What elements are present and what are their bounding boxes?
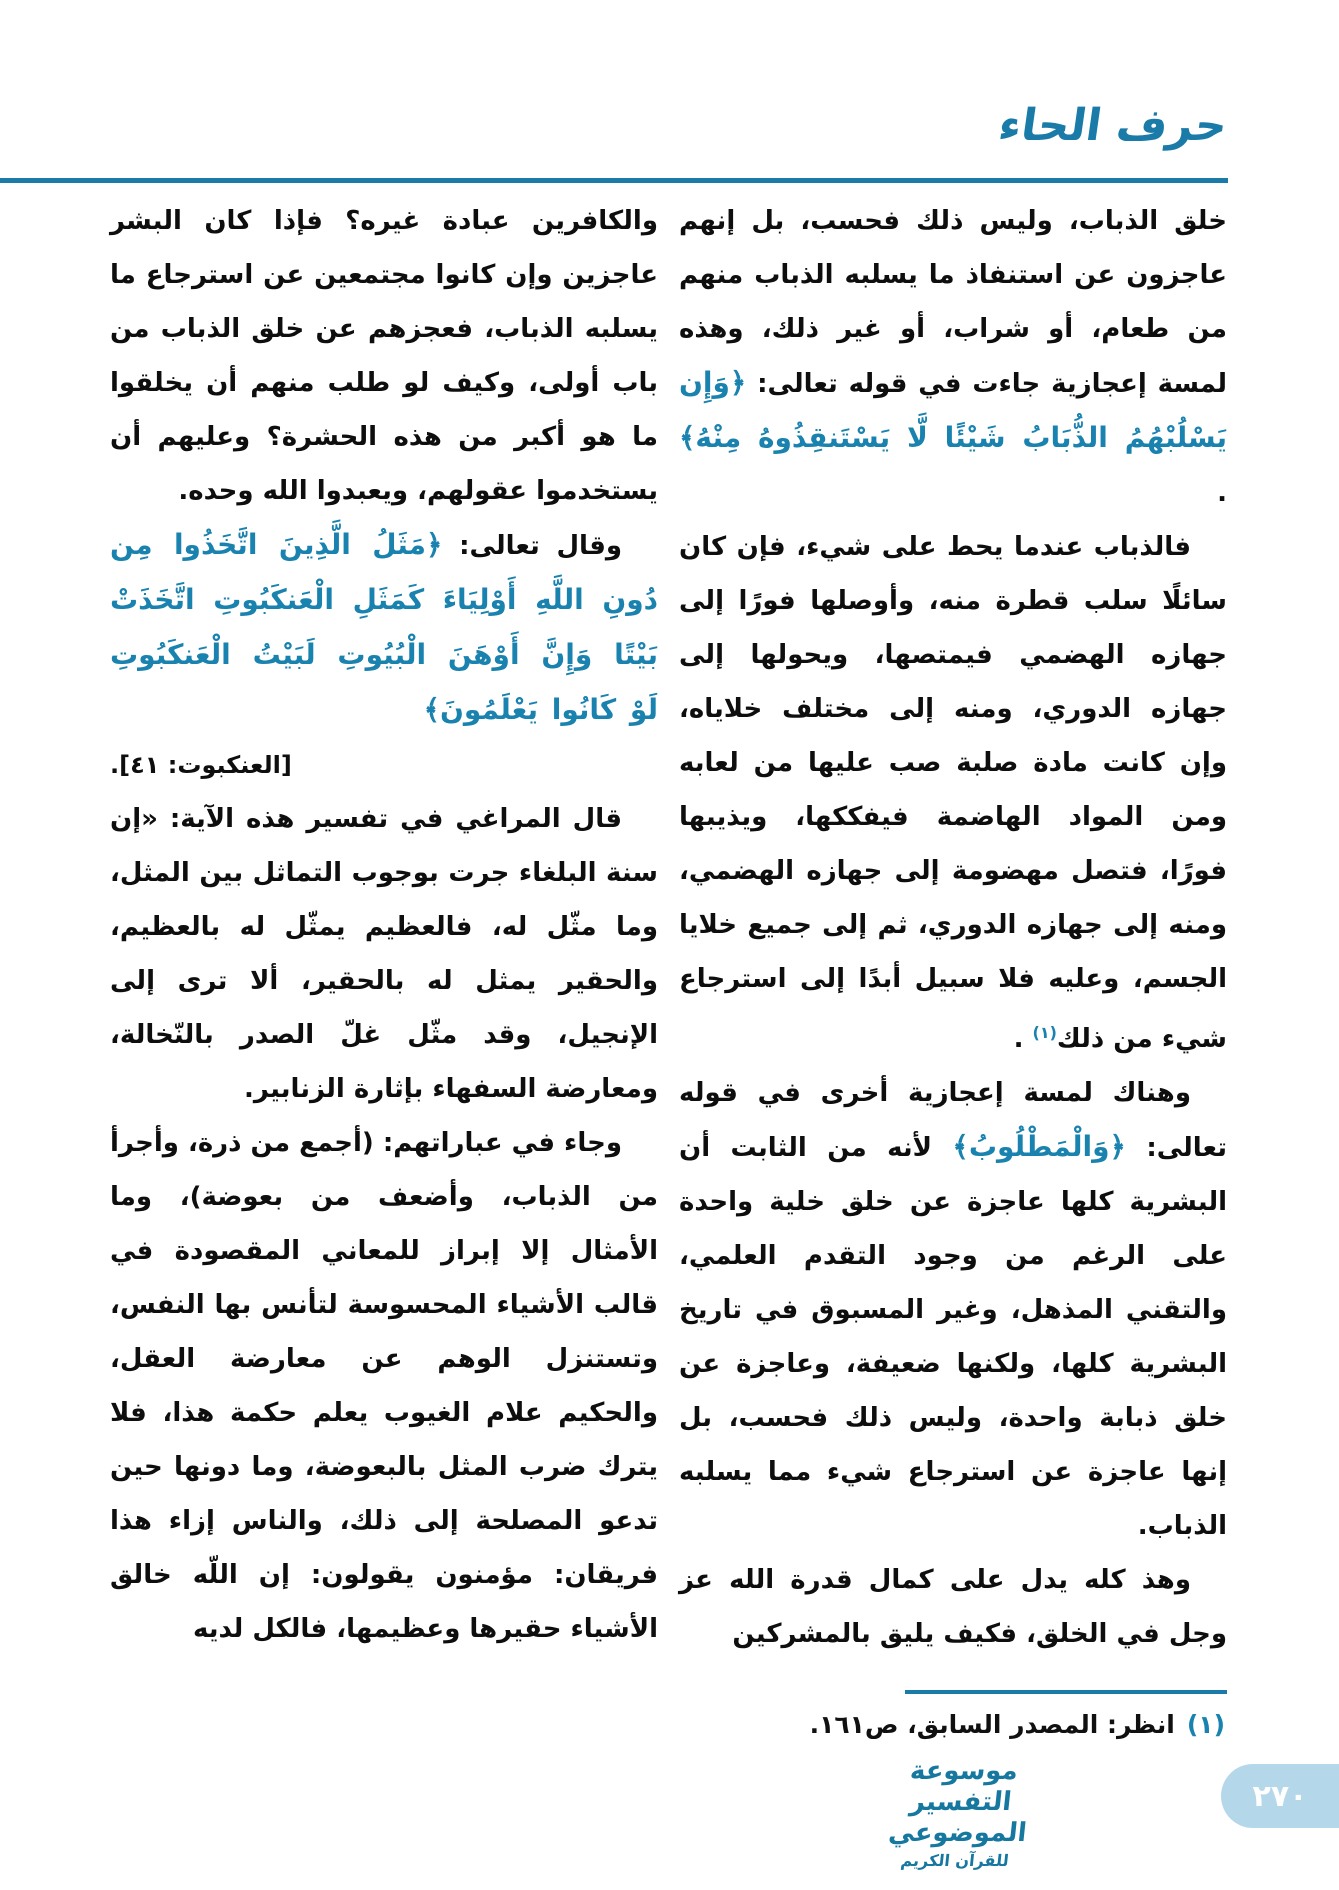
footnote-separator-rule [905, 1690, 1227, 1694]
logo-title-calligraphy: موسوعة التفسير الموضوعي [887, 1756, 1029, 1848]
footnote [705, 1710, 1225, 1739]
body-text: وجاء في عباراتهم: (أجمع من ذرة، وأجرأ من الذباب، وأضعف من بعوضة)، وما الأمثال إلا إبراز للمعاني المقصودة في قالب الأشياء المحسوسة لتأنس بها النفس، وتستنزل الوهم عن معارضة العقل، والحكيم علام الغيوب يعلم حكمة هذا، فلا يترك ضرب المثل بالبعوضة، وما دونها حين تدعو المصلحة إلى ذلك، والناس إزاء هذا فريقان: مؤمنون يقولون: إن اللّه خالق الأشياء حقيرها وعظيمها، فالكل لديه [110, 1128, 658, 1644]
footnote-number: (١) [1186, 1710, 1225, 1739]
body-text: خلق الذباب، وليس ذلك فحسب، بل إنهم عاجزون عن استنفاذ ما يسلبه الذباب منهم من طعام، أو شراب، أو غير ذلك، وهذه لمسة إعجازية جاءت في قوله تعالى: [679, 206, 1227, 399]
page-number: ٢٧٠ [1252, 1778, 1308, 1814]
chapter-heading-calligraphy: حرف الحاء [995, 100, 1231, 151]
paragraph [110, 194, 658, 518]
body-text: فالذباب عندما يحط على شيء، فإن كان سائلًا سلب قطرة منه، وأوصلها فورًا إلى جهازه الهضمي فيمتصها، ويحولها إلى جهازه الدوري، ومنه إلى مختلف خلاياه، وإن كانت مادة صلبة صب عليها من لعابه ومن المواد الهاضمة فيفككها، ويذيبها فورًا، فتصل مهضومة إلى جهازه الهضمي، ومنه إلى جهازه الدوري، ثم إلى جميع خلايا الجسم، وعليه فلا سبيل أبدًا إلى استرجاع شيء من ذلك [679, 532, 1227, 1054]
footnote-text: انظر: المصدر السابق، ص١٦١. [809, 1710, 1175, 1739]
paragraph [679, 1553, 1227, 1661]
body-text: قال المراغي في تفسير هذه الآية: «إن سنة البلغاء جرت بوجوب التماثل بين المثل، وما مثّل له، فالعظيم يمثّل له بالعظيم، والحقير يمثل له بالحقير، ألا ترى إلى الإنجيل، وقد مثّل غلّ الصدر بالنّخالة، ومعارضة السفهاء بإثارة الزنابير. [110, 804, 658, 1104]
paragraph [679, 194, 1227, 520]
text-column-left [110, 194, 658, 1656]
paragraph [679, 1066, 1227, 1553]
paragraph [110, 792, 658, 1116]
body-text: لأنه من الثابت أن البشرية كلها عاجزة عن خلق خلية واحدة على الرغم من وجود التقدم العلمي، والتقني المذهل، وغير المسبوق في تاريخ البشرية كلها، ولكنها ضعيفة، وعاجزة عن خلق ذبابة واحدة، وليس ذلك فحسب، بل إنها عاجزة عن استرجاع شيء مما يسلبه الذباب. [679, 1133, 1227, 1541]
body-text: . [1013, 1024, 1033, 1054]
paragraph [679, 520, 1227, 1066]
paragraph [110, 1116, 658, 1656]
verse-citation [110, 738, 658, 792]
publisher-logo [846, 1756, 1073, 1873]
body-text: . [1217, 478, 1227, 508]
body-text: [العنكبوت: ٤١]. [110, 751, 292, 779]
body-text: والكافرين عبادة غيره؟ فإذا كان البشر عاجزين وإن كانوا مجتمعين عن استرجاع ما يسلبه الذباب، فعجزهم عن خلق الذباب من باب أولى، وكيف لو طلب منهم أن يخلقوا ما هو أكبر من هذه الحشرة؟ وعليهم أن يستخدموا عقولهم، ويعبدوا الله وحده. [110, 206, 658, 506]
paragraph [110, 518, 658, 738]
body-text: وهذ كله يدل على كمال قدرة الله عز وجل في الخلق، فكيف يليق بالمشركين [679, 1565, 1227, 1649]
body-text: وهناك لمسة إعجازية أخرى في قوله تعالى: [679, 1078, 1227, 1163]
header-rule [0, 178, 1228, 183]
quran-verse: ﴿مَثَلُ الَّذِينَ اتَّخَذُوا مِن دُونِ اللَّهِ أَوْلِيَاءَ كَمَثَلِ الْعَنكَبُوتِ اتَّخَذَتْ بَيْتًا وَإِنَّ أَوْهَنَ الْبُيُوتِ لَبَيْتُ الْعَنكَبُوتِ لَوْ كَانُوا يَعْلَمُونَ﴾ [110, 528, 658, 726]
footnote-ref: (١) [1032, 1023, 1057, 1042]
quran-verse: ﴿وَإِن يَسْلُبْهُمُ الذُّبَابُ شَيْئًا لَّا يَسْتَنقِذُوهُ مِنْهُ﴾ [679, 366, 1227, 454]
body-text: وقال تعالى: [442, 531, 623, 561]
text-column-right [679, 194, 1227, 1661]
page-number-tab [1221, 1764, 1339, 1828]
quran-verse: ﴿وَالْمَطْلُوبُ﴾ [952, 1130, 1126, 1163]
logo-subtitle-calligraphy: للقرآن الكريم [899, 1851, 1010, 1870]
